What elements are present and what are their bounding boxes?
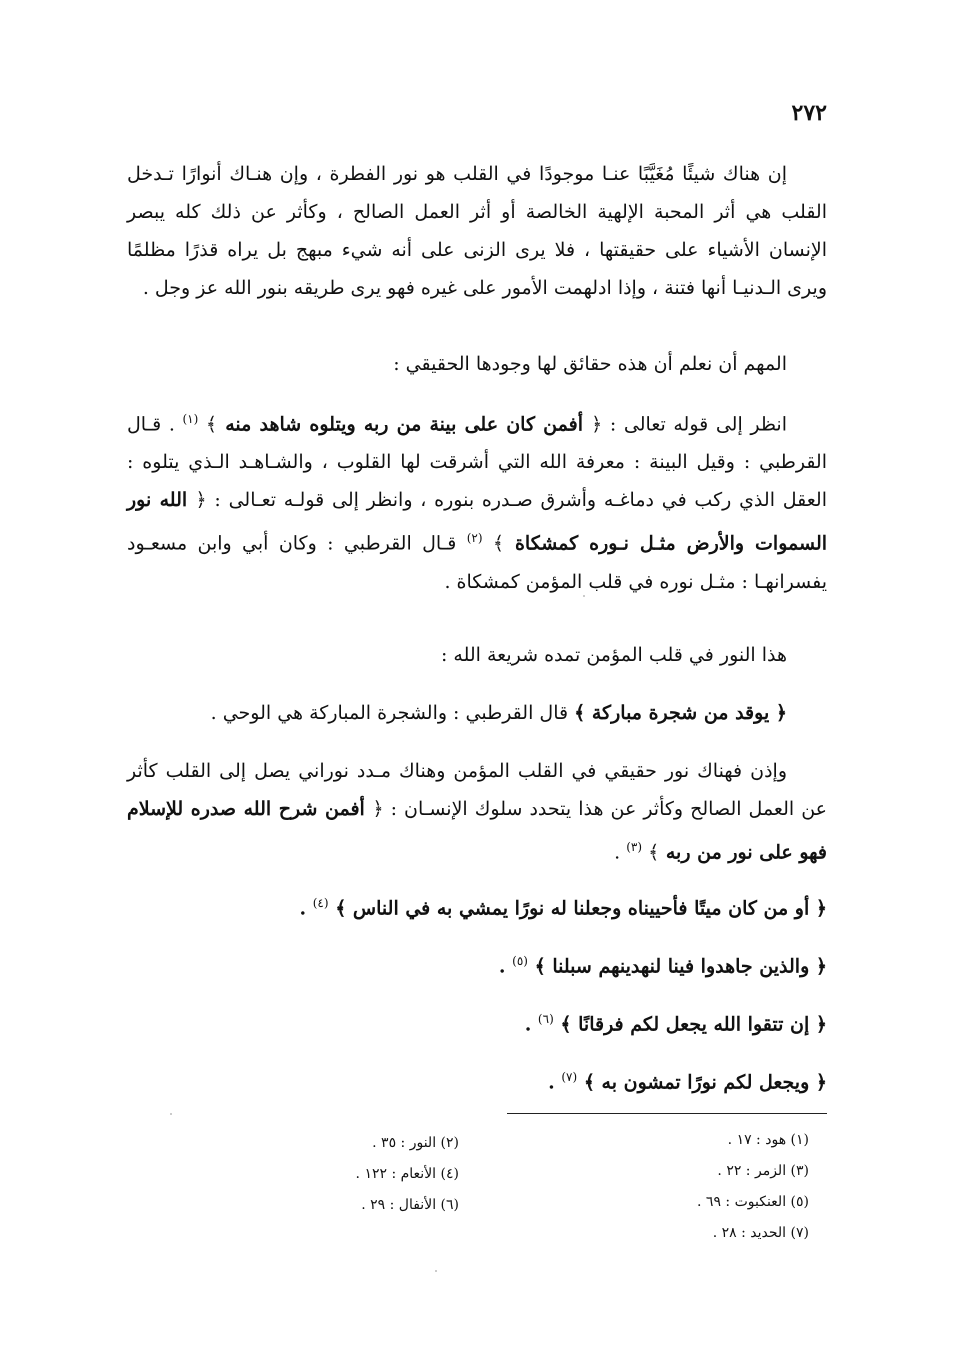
- footnote-divider: [507, 1113, 827, 1114]
- scan-speck: [170, 1113, 172, 1115]
- text-segment: انظر إلى قوله تعالى : ﴿: [591, 413, 787, 436]
- page-number: ٢٧٢: [791, 100, 827, 126]
- verse-end: .: [524, 1013, 538, 1036]
- footnote-ref: (١): [182, 412, 199, 426]
- verse-end: .: [498, 955, 513, 978]
- quote-bracket: ﴾: [648, 841, 660, 864]
- footnote: (٤) الأنعام : ١٢٢ .: [355, 1166, 459, 1182]
- verse-line: [499, 954, 827, 977]
- text-segment: .: [614, 841, 627, 864]
- footnote: (٥) العنكبوت : ٦٩ .: [697, 1194, 809, 1210]
- verse-text: ﴿ ويجعل لكم نورًا تمشون به ﴾: [583, 1071, 827, 1094]
- footnote-ref: (٢): [466, 531, 483, 546]
- footnote: (١) هود : ١٧ .: [727, 1132, 809, 1148]
- verse-line: [300, 896, 828, 919]
- text-segment: . قـال القرطبي : وقيل البينة : معرفة الله التي أشرقت لها القلوب ، والشـاهـد الـذي يتلوه : العقل الذي ركب في دماغـه وأشرق صـدره بنوره ، وانظر إلى قولـه تعـالى : ﴿: [127, 413, 827, 512]
- text-segment: قال القرطبي : والشجرة المباركة هي الوحي .: [210, 702, 575, 724]
- footnote: (٧) الحديد : ٢٨ .: [712, 1225, 809, 1241]
- footnote-ref: (٥): [512, 954, 528, 968]
- quran-quote: أفمن شرح الله صدره للإسلام فهو على نور من ربه: [127, 798, 827, 864]
- verse-line: [548, 1070, 827, 1093]
- quran-quote: أفمن كان على بينة من ربه ويتلوه شاهد منه: [217, 413, 592, 436]
- footnote-ref: (٣): [626, 840, 643, 854]
- paragraph-tree: [127, 694, 827, 732]
- quote-bracket: ﴾: [492, 532, 505, 555]
- quran-quote: ﴿ يوقد من شجرة مباركة ﴾: [574, 702, 787, 724]
- footnote-ref: (٦): [537, 1012, 554, 1026]
- verse-text: ﴿ إن تتقوا الله يجعل لكم فرقانًا ﴾: [560, 1013, 827, 1036]
- verse-text: ﴿ أو من كان ميتًا فأحييناه وجعلنا له نورًا يمشي به في الناس ﴾: [335, 897, 827, 920]
- quote-bracket: ﴾: [205, 413, 218, 436]
- paragraph-light: [127, 752, 827, 871]
- text-segment: قـال القرطبي : وكان أبي وابن مسعـود يفسرانهـا : مثـل نوره في قلب المؤمن كمشكاة .: [127, 532, 827, 593]
- text-segment: وإذن فهناك نور حقيقي في القلب المؤمن وهناك مـدد نوراني يصل إلى القلب كأثر عن العمل الصالح وكأثر عن هذا يتحدد سلوك الإنسـان : ﴿: [127, 760, 827, 820]
- verse-end: .: [299, 897, 313, 920]
- verse-line: [525, 1012, 827, 1035]
- verse-text: ﴿ والذين جاهدوا فينا لنهدينهم سبلنا ﴾: [534, 955, 827, 978]
- scan-speck: [583, 595, 585, 597]
- footnote: (٣) الزمر : ٢٢ .: [717, 1163, 809, 1179]
- paragraph-intro: إن هناك شيئًا مُغَيَّبًا عنـا موجودًا في القلب هو نور الفطرة ، وإن هنـاك أنوارًا تـدخل القلب هي أثر المحبة الإلهية الخالصة أو أثر العمل الصالح ، وكأثر عن ذلك كله يبصر الإنسان الأشياء على حقيقتها ، فلا يرى الزنى على أنه شيء مبهج بل يراه قذرًا مظلمًا ويرى الـدنيـا أنها فتنة ، وإذا ادلهمت الأمور على غيره فهو يرى طريقه بنور الله عز وجل .: [127, 163, 827, 299]
- paragraph-important: المهم أن نعلم أن هذه حقائق لها وجودها الحقيقي :: [393, 353, 787, 375]
- footnote: (٦) الأنفال : ٢٩ .: [361, 1197, 459, 1213]
- scan-speck: [435, 1270, 437, 1272]
- quran-quote: الله نور السموات والأرض مثـل نـوره كمشكاة: [127, 489, 828, 555]
- paragraph-sharia: هذا النور في قلب المؤمن تمده شريعة الله :: [440, 644, 787, 666]
- paragraph-qurtubi: [127, 400, 827, 601]
- footnote-ref: (٤): [312, 896, 329, 910]
- footnote-ref: (٧): [561, 1070, 578, 1084]
- verse-end: .: [548, 1071, 562, 1094]
- footnote: (٢) النور : ٣٥ .: [372, 1135, 459, 1151]
